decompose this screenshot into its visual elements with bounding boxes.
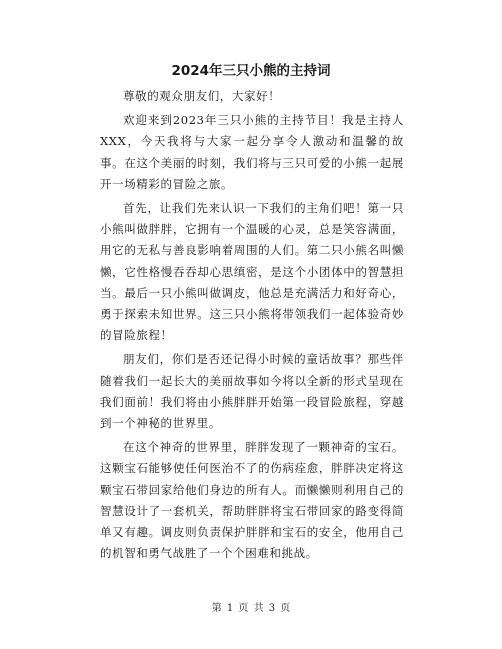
page-footer: 第 1 页 共 3 页: [211, 603, 291, 614]
document-title: 2024年三只小熊的主持词: [171, 63, 331, 79]
paragraph-welcome: 欢迎来到2023年三只小熊的主持节目！我是主持人XXX，今天我将与大家一起分享令人激动和温馨的故事。在这个美丽的时刻，我们将与三只可爱的小熊一起展开一场精彩的冒险之旅。: [100, 113, 404, 191]
document-body: [100, 86, 404, 567]
paragraph-adventure: 在这个神奇的世界里，胖胖发现了一颗神奇的宝石。这颗宝石能够使任何医治不了的伤病痊愈，胖胖决定将这颗宝石带回家给他们身边的所有人。而懒懒则利用自己的智慧设计了一套机关，帮助胖胖将宝石带回家的路变得简单又有趣。调皮则负责保护胖胖和宝石的安全，他用自己的机智和勇气战胜了一个个困难和挑战。: [100, 440, 404, 561]
paragraph-greeting: 尊敬的观众朋友们，大家好！: [123, 89, 281, 103]
paragraph-fairy-tales: 朋友们，你们是否还记得小时候的童话故事？那些伴随着我们一起长大的美丽故事如今将以全新的形式呈现在我们面前！我们将由小熊胖胖开始第一段冒险旅程，穿越到一个神秘的世界里。: [100, 352, 404, 431]
paragraph-characters: 首先，让我们先来认识一下我们的主角们吧！第一只小熊叫做胖胖，它拥有一个温暖的心灵，总是笑容满面，用它的无私与善良影响着周围的人们。第二只小熊名叫懒懒，它性格慢吞吞却心思缜密，是这个小团体中的智慧担当。最后一只小熊叫做调皮，他总是充满活力和好奇心，勇于探索未知世界。这三只小熊将带领我们一起体验奇妙的冒险旅程！: [100, 201, 404, 343]
